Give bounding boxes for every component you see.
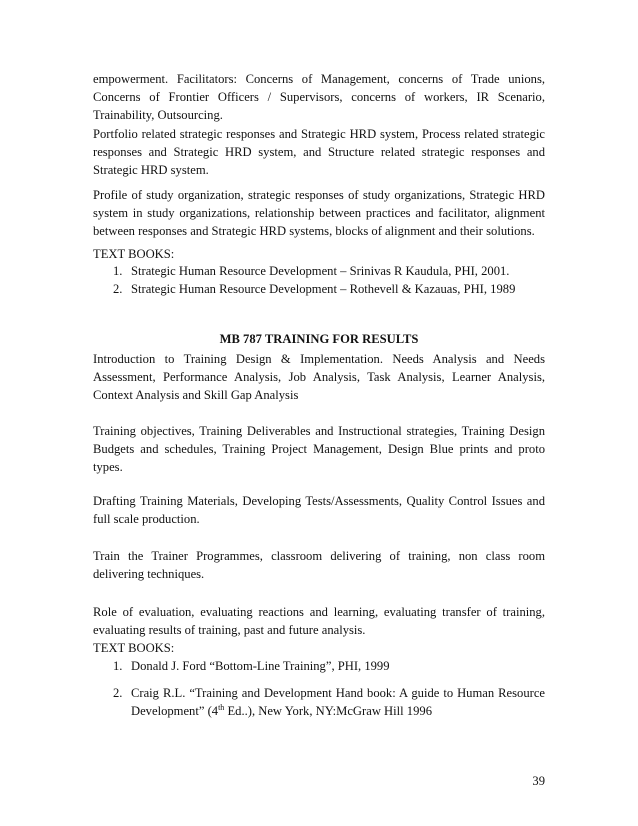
list-number: 2. (113, 282, 123, 296)
textbook-text-part: Ed..), New York, NY:McGraw Hill 1996 (224, 704, 432, 718)
paragraph-drafting-materials: Drafting Training Materials, Developing Tests/Assessments, Quality Control Issues and full scale production. (93, 494, 545, 526)
textbook-item (113, 262, 545, 280)
paragraph-training-objectives: Training objectives, Training Deliverables and Instructional strategies, Training Design Budgets and schedules, Training Project Management, Design Blue prints and proto types. (93, 424, 545, 474)
paragraph-train-the-trainer: Train the Trainer Programmes, classroom delivering of training, non class room delivering techniques. (93, 549, 545, 581)
paragraph-training-design-intro: Introduction to Training Design & Implementation. Needs Analysis and Needs Assessment, Performance Analysis, Job Analysis, Task Analysis, Learner Analysis, Context Analysis and Skill Gap Analysis (93, 352, 545, 402)
textbooks-label: TEXT BOOKS: (93, 247, 175, 261)
paragraph-facilitators: empowerment. Facilitators: Concerns of Management, concerns of Trade unions, Concerns of Frontier Officers / Supervisors, concerns of workers, IR Scenario, Trainability, Outsourcing. (93, 72, 545, 122)
textbook-text: Strategic Human Resource Development – Srinivas R Kaudula, PHI, 2001. (131, 264, 510, 278)
textbook-item (113, 657, 545, 675)
page-number: 39 (532, 774, 545, 788)
textbook-text (131, 684, 545, 720)
section-heading: MB 787 TRAINING FOR RESULTS (219, 332, 419, 346)
textbook-text: Strategic Human Resource Development – Rothevell & Kazauas, PHI, 1989 (131, 282, 516, 296)
list-number: 1. (113, 659, 123, 673)
textbooks-label: TEXT BOOKS: (93, 641, 175, 655)
list-number: 1. (113, 264, 123, 278)
ordinal-superscript: th (218, 703, 225, 712)
textbook-text-part: Craig R.L. “Training and Development Hand book: A guide to Human Resource Development” (4 (131, 686, 545, 718)
list-number: 2. (113, 686, 123, 700)
paragraph-portfolio-responses: Portfolio related strategic responses and Strategic HRD system, Process related strategic responses and Strategic HRD system, and Structure related strategic responses and Strategic HRD system. (93, 127, 545, 177)
paragraph-evaluation: Role of evaluation, evaluating reactions and learning, evaluating transfer of training, evaluating results of training, past and future analysis. (93, 605, 545, 637)
textbook-text: Donald J. Ford “Bottom-Line Training”, PHI, 1999 (131, 659, 390, 673)
textbook-item (113, 280, 545, 298)
paragraph-profile-study-organization: Profile of study organization, strategic responses of study organizations, Strategic HRD system in study organizations, relationship between practices and facilitator, alignment between responses and Strategic HRD systems, blocks of alignment and their solutions. (93, 188, 545, 238)
textbook-item (113, 684, 545, 720)
